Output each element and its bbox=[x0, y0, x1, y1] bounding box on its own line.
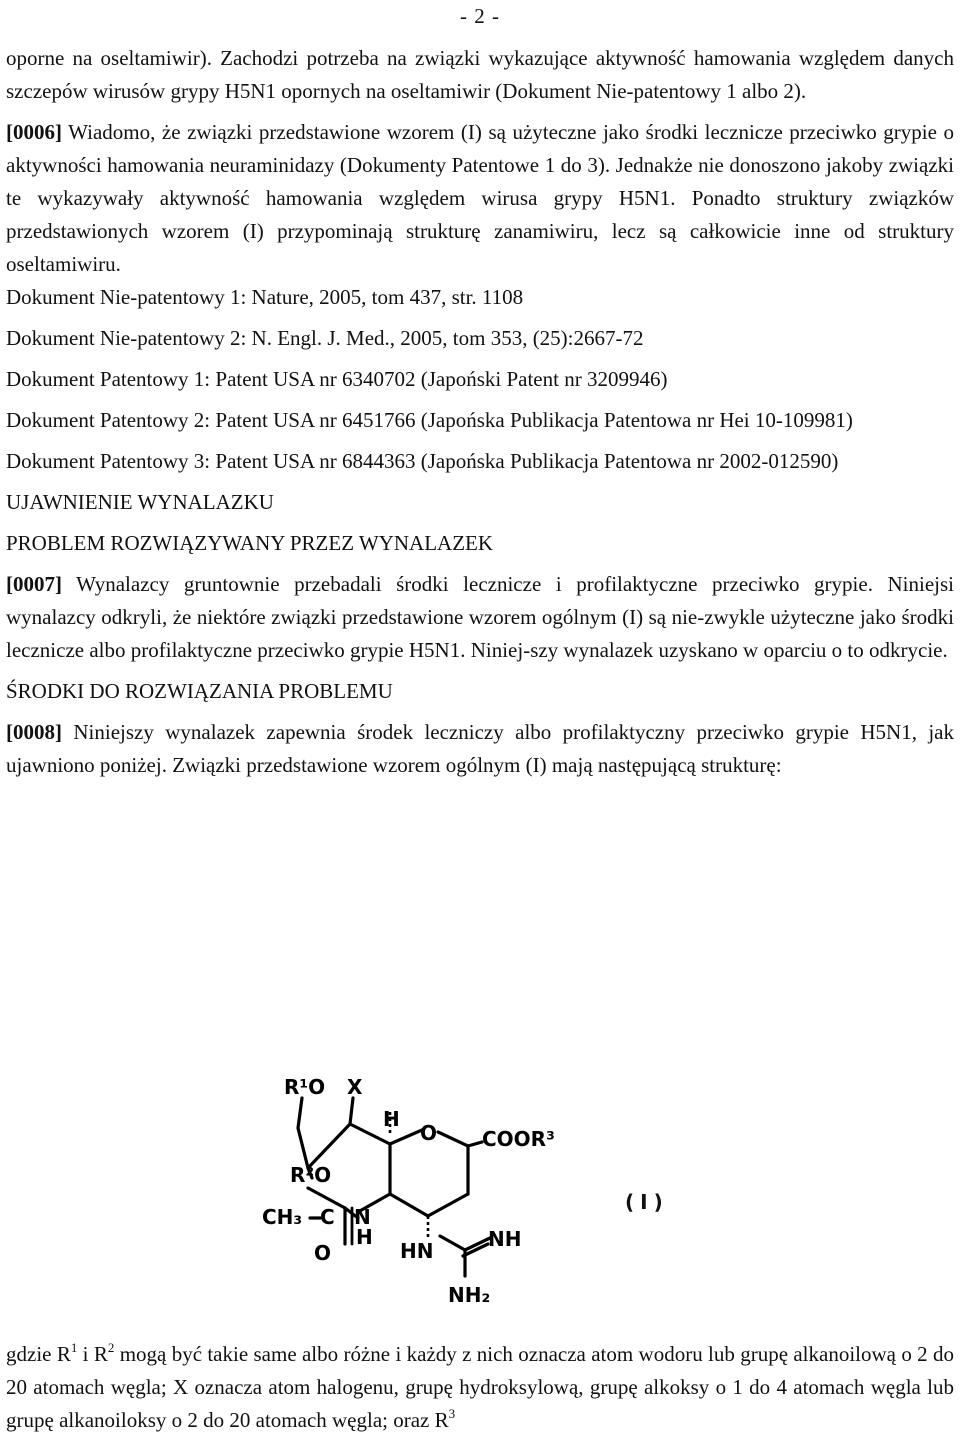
formula-ch3: CH₃ bbox=[262, 1205, 303, 1229]
paragraph-text: Wiadomo, że związki przedstawione wzorem (I) są użyteczne jako środki lecznicze przeciwko grypie o aktywności hamowania neuraminidazy (Dokumenty Patentowe 1 do 3). Jednakże nie donoszono jakoby związki te wykazywały aktywność hamowania względem wirusa grypy H5N1. Ponadto struktury związków przedstawionych wzorem (I) przypominają strukturę zanamiwiru, lecz są całkowicie inne od struktury oseltamiwiru. bbox=[6, 120, 954, 276]
formula-hn: HN bbox=[400, 1239, 434, 1263]
formula-amide-h: H bbox=[356, 1225, 373, 1249]
formula-coor3: COOR³ bbox=[482, 1127, 555, 1151]
paragraph-0007 bbox=[6, 568, 954, 667]
definition-text: gdzie R bbox=[6, 1342, 71, 1366]
formula-r2o: R²O bbox=[290, 1163, 332, 1187]
paragraph-0008 bbox=[6, 716, 954, 782]
formula-nh2: NH₂ bbox=[448, 1283, 491, 1307]
reference-patent-2: Dokument Patentowy 2: Patent USA nr 6451766 (Japońska Publikacja Patentowa nr Hei 10-109981) bbox=[6, 408, 853, 432]
paragraph-0006 bbox=[6, 116, 954, 281]
superscript: 2 bbox=[107, 1340, 115, 1355]
definition-text: i R bbox=[77, 1342, 108, 1366]
paragraph-label: [0008] bbox=[6, 720, 62, 744]
formula-x: X bbox=[347, 1075, 363, 1099]
reference-patent-1: Dokument Patentowy 1: Patent USA nr 6340702 (Japoński Patent nr 3209946) bbox=[6, 367, 668, 391]
section-heading: PROBLEM ROZWIĄZYWANY PRZEZ WYNALAZEK bbox=[6, 531, 494, 555]
document-body-continued bbox=[6, 1338, 954, 1437]
paragraph-continuation: oporne na oseltamiwir). Zachodzi potrzeba na związki wykazujące aktywność hamowania względem danych szczepów wirusów grypy H5N1 opornych na oseltamiwir (Dokument Nie-patentowy 1 albo 2). bbox=[6, 46, 954, 103]
section-heading: UJAWNIENIE WYNALAZKU bbox=[6, 490, 274, 514]
definition-text: mogą być takie same albo różne i każdy z nich oznacza atom wodoru lub grupę alkanoilową o 2 do 20 atomach węgla; X oznacza atom halogenu, grupę hydroksylową, grupę alkoksy o 1 do 4 atomach węgla lub grupę alkanoiloksy o 2 do 20 atomach węgla; oraz R bbox=[6, 1342, 955, 1432]
paragraph-definitions bbox=[6, 1338, 954, 1437]
paragraph-label: [0006] bbox=[6, 120, 62, 144]
paragraph-text: Niniejszy wynalazek zapewnia środek leczniczy albo profilaktyczny przeciwko grypie H5N1, jak ujawniono poniżej. Związki przedstawione wzorem ogólnym (I) mają następującą strukturę: bbox=[6, 720, 954, 777]
page-number: - 2 - bbox=[460, 4, 500, 28]
reference-patent-3: Dokument Patentowy 3: Patent USA nr 6844363 (Japońska Publikacja Patentowa nr 2002-012590) bbox=[6, 449, 839, 473]
formula-ring-oxygen: O bbox=[420, 1121, 438, 1145]
formula-label: (I) bbox=[625, 1190, 669, 1214]
formula-nitrogen: N bbox=[354, 1205, 371, 1229]
formula-nh: NH bbox=[488, 1227, 522, 1251]
formula-r1o: R¹O bbox=[284, 1075, 326, 1099]
superscript: 3 bbox=[448, 1406, 456, 1421]
chemical-structure-formula-i bbox=[250, 1068, 690, 1313]
formula-carbon: C bbox=[320, 1205, 335, 1229]
section-heading: ŚRODKI DO ROZWIĄZANIA PROBLEMU bbox=[6, 679, 393, 703]
reference-nonpatent-2: Dokument Nie-patentowy 2: N. Engl. J. Med., 2005, tom 353, (25):2667-72 bbox=[6, 326, 644, 350]
formula-carbonyl-oxygen: O bbox=[314, 1241, 332, 1265]
paragraph-label: [0007] bbox=[6, 572, 62, 596]
superscript: 1 bbox=[70, 1340, 78, 1355]
reference-nonpatent-1: Dokument Nie-patentowy 1: Nature, 2005, tom 437, str. 1108 bbox=[6, 285, 524, 309]
formula-h: H bbox=[383, 1107, 400, 1131]
document-body bbox=[6, 42, 954, 782]
paragraph-text: Wynalazcy gruntownie przebadali środki lecznicze i profilaktyczne przeciwko grypie. Niniejsi wynalazcy odkryli, że niektóre związki przedstawione wzorem ogólnym (I) są nie-zwykle użyteczne jako środki lecznicze albo profilaktyczne przeciwko grypie H5N1. Niniej-szy wynalazek uzyskano w oparciu o to odkrycie. bbox=[6, 572, 954, 662]
